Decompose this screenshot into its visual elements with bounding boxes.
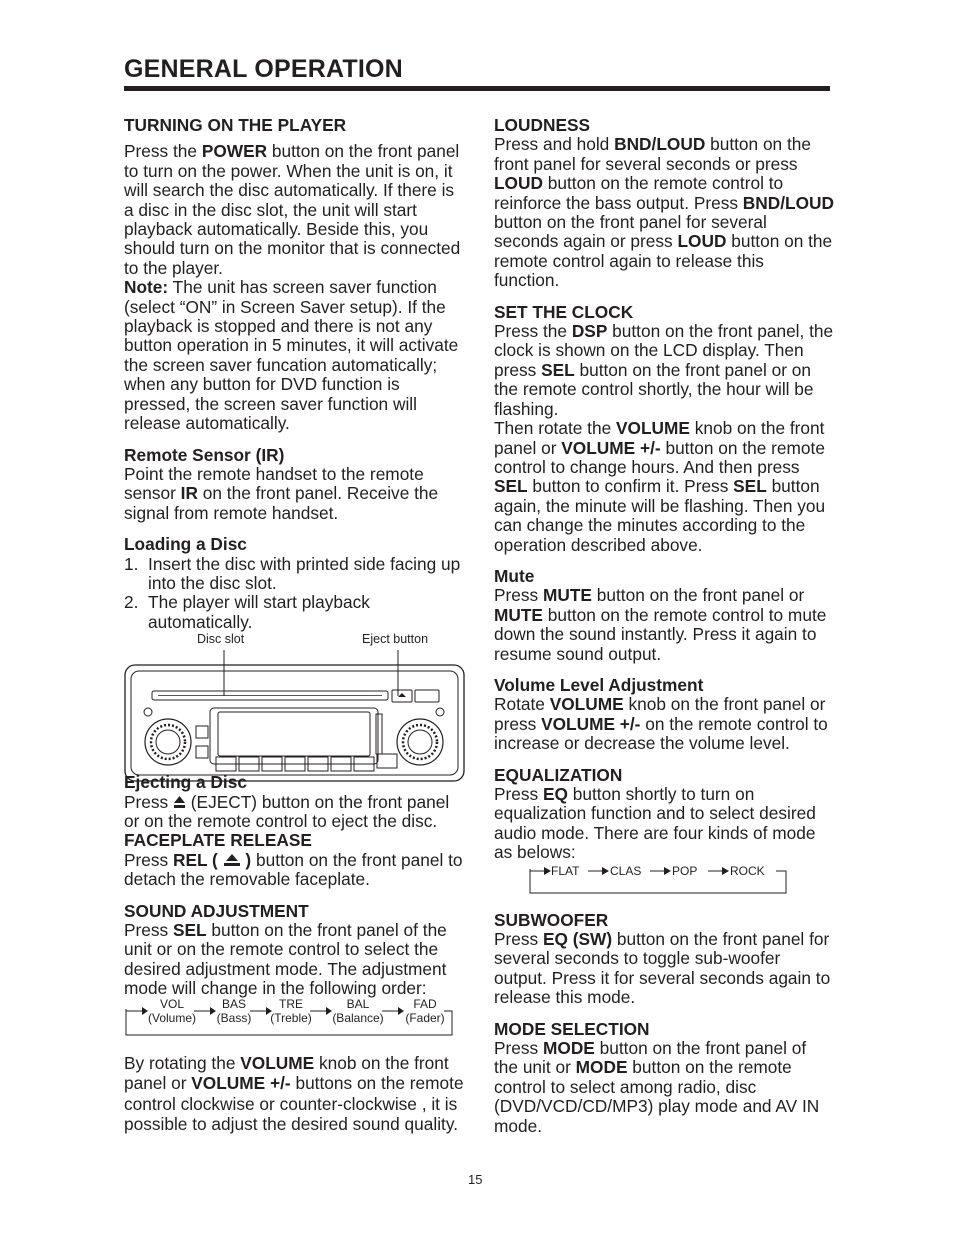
note-label: Note: [124,277,169,298]
bold-run: VOLUME [616,418,690,439]
bold-run: SEL [494,476,528,497]
loudness-text [494,135,834,290]
volume-heading: Volume Level Adjustment [494,674,704,695]
clock-text [494,322,834,419]
loading-heading: Loading a Disc [124,534,247,555]
bold-run: VOLUME +/- [541,713,641,734]
flow-abbr: BAS [221,996,246,1011]
flow-abbr: VOL [159,996,184,1011]
eject-icon [173,795,186,809]
remote-sensor-text [124,465,464,523]
bold-run: VOLUME +/- [191,1073,291,1094]
text-run: (EJECT) button on the front panel or on the remote control to eject the disc. [124,791,450,831]
text-run: button on the front panel for several seconds again or press [494,212,767,252]
subwoofer-section [494,911,834,1008]
rel-eject-icon [223,853,241,867]
turning-on-section [124,116,464,434]
eq-flow-item: POP [672,863,698,878]
bold-run: MODE [542,1038,595,1059]
left-column [124,116,464,1135]
list-item [124,593,464,632]
flow-item-vol [146,997,198,1025]
loudness-section [494,116,834,291]
volume-text [494,695,834,753]
eq-flow-item: ROCK [730,863,765,878]
text-run: The unit has screen saver function (select “ON” in Screen Saver setup). If the playback is stopped and there is not any button operation in 5 minutes, it will activate the screen saver funcation automatically; when any button for DVD function is pressed, the screen saver function will release automatically. [124,277,459,434]
volume-section [494,676,834,754]
bold-run: IR [180,483,198,504]
loading-section [124,535,464,777]
faceplate-illustration [124,632,464,777]
eject-button-label: Eject button [362,632,429,647]
bold-run: LOUD [677,231,727,252]
flow-full: (Bass) [216,1010,252,1025]
turning-on-heading: TURNING ON THE PLAYER [124,115,347,135]
bold-run: SEL [172,920,207,940]
remote-sensor-heading: Remote Sensor (IR) [124,444,285,465]
text-run: button on the front panel of the unit or [494,1038,807,1078]
bold-run: ) [240,849,252,870]
subwoofer-heading: SUBWOOFER [494,909,609,930]
text-run: button on the front panel for several seconds to toggle sub-woofer output. Press it for several seconds again to release this mode. [494,929,831,1008]
text-run: button on the remote control to select among radio, disc (DVD/VCD/CD/MP3) play mode and AV IN mode. [494,1057,820,1136]
text-run: By rotating the [124,1052,241,1073]
text-run: knob on the front panel or press [494,694,826,734]
flow-item-fad [402,997,448,1025]
right-column [494,116,834,1136]
bold-run: EQ (SW) [542,929,613,950]
flow-full: (Volume) [147,1010,197,1025]
flow-full: (Balance) [332,1010,384,1025]
sound-section [124,902,464,1135]
text-run: Press [494,784,543,804]
flow-abbr: FAD [413,996,437,1011]
text-run: buttons on the remote control clockwise or counter-clockwise , it is possible to adjust the desired sound quality. [124,1073,464,1135]
eq-heading: EQUALIZATION [494,764,623,785]
eq-text [494,785,834,863]
faceplate-heading: FACEPLATE RELEASE [124,830,312,851]
rel-button [415,690,439,702]
bold-run: DSP [571,321,608,342]
bold-run: VOLUME [549,694,624,715]
text-run: button on the front panel of the unit or on the remote control to select the desired adjustment mode. The adjustment mode will change in the following order: [124,920,447,999]
text-run: button on the remote control to change hours. And then press [494,437,825,477]
eq-flow-item: FLAT [551,863,580,878]
text-run: button on the remote control to mute down the sound instantly. Press it again to resume sound output. [494,604,827,664]
bold-run: VOLUME +/- [561,437,661,458]
note-text [124,278,464,433]
text-run: button on the front panel to detach the removable faceplate. [124,849,463,890]
bold-run: MUTE [542,585,592,606]
text-run: Point the remote handset to the remote sensor [124,463,424,504]
loading-steps [124,555,464,633]
text-run: button on the remote control to reinforce the bass output. Press [494,173,784,213]
text-run: knob on the front panel or [124,1052,449,1094]
ejecting-heading: Ejecting a Disc [124,772,247,793]
list-item [124,555,464,594]
bold-run: REL ( [172,849,218,870]
text-run: button shortly to turn on equalization function and to select desired audio mode. There are four kinds of mode as belows: [494,784,816,863]
text-run: button on the front panel or on the remote control shortly, the hour will be flashing. [494,359,814,419]
bold-run: SEL [733,476,767,497]
list-text: The player will start playback automatically. [148,592,370,632]
text-run: Press the [124,141,202,162]
text-run: Press [124,920,173,940]
mute-section [494,567,834,664]
lcd-display [218,712,370,756]
bold-run: POWER [201,141,268,162]
text-run: on the remote control to increase or decrease the volume level. [494,713,828,754]
eq-mode-flow [494,863,794,899]
sound-mode-flow [124,997,464,1043]
bold-run: BND/LOUD [614,134,706,155]
loudness-heading: LOUDNESS [494,115,591,135]
mute-text [494,586,834,664]
text-run: Press [124,849,173,870]
text-run: button on the front panel to turn on the power. When the unit is on, it will search the disc automatically. If there is a disc in the disc slot, the unit will start playback automatically. Beside this, you should turn on the monitor that is connected to the player. [124,141,461,278]
text-run: button again, the minute will be flashing. Then you can change the minutes according to the operation described above. [494,476,826,555]
title-rule [124,86,830,91]
mode-section [494,1020,834,1136]
flow-full: (Fader) [405,1010,445,1025]
flow-abbr: TRE [279,996,303,1011]
flow-abbr: BAL [346,996,370,1011]
bold-run: VOLUME [240,1052,315,1073]
clock-heading: SET THE CLOCK [494,301,634,322]
clock-section [494,303,834,555]
text-run: Then rotate the [494,418,617,439]
bold-run: BND/LOUD [742,192,834,213]
text-run: on the front panel. Receive the signal from remote handset. [124,483,439,523]
text-run: button on the front panel for several seconds or press [494,134,811,174]
list-number: 2. [124,592,139,613]
text-run: Press [494,585,543,606]
disc-slot-label: Disc slot [197,632,245,647]
text-run: button to confirm it. Press [527,476,734,497]
text-run: Rotate [494,694,550,715]
flow-item-tre [270,997,312,1025]
text-run: Press [494,929,543,950]
ejecting-text [124,793,464,832]
faceplate-text [124,851,464,890]
bold-run: EQ [542,784,568,804]
flow-item-bas [214,997,254,1025]
text-run: Press [124,791,173,812]
flow-item-bal [330,997,386,1025]
mute-heading: Mute [494,565,535,586]
text-run: Press [494,1038,543,1059]
sound-text [124,921,464,999]
mode-text [494,1039,834,1136]
sound-text-2 [124,1053,464,1135]
mode-heading: MODE SELECTION [494,1018,650,1039]
text-run: knob on the front panel or [494,418,825,458]
turning-on-text [124,142,464,278]
list-text: Insert the disc with printed side facing up into the disc slot. [148,553,461,593]
stereo-drawing [124,642,466,782]
faceplate-section [124,831,464,889]
text-run: button on the remote control again to release this function. [494,231,833,291]
page-number: 15 [468,1172,483,1187]
flow-full: (Treble) [270,1010,312,1025]
bold-run: SEL [541,359,575,380]
text-run: button on the front panel or [591,585,805,606]
eq-flow-item: CLAS [610,863,642,878]
eq-section [494,766,834,899]
page-title: GENERAL OPERATION [124,55,403,83]
remote-sensor-section [124,446,464,524]
clock-text-2 [494,419,834,555]
bold-run: MODE [575,1057,628,1078]
text-run: Press and hold [494,134,615,155]
subwoofer-text [494,930,834,1008]
text-run: button on the front panel, the clock is shown on the LCD display. Then press [494,321,834,380]
list-number: 1. [124,553,139,574]
text-run: Press the [494,321,572,342]
sound-heading: SOUND ADJUSTMENT [124,900,309,921]
bold-run: LOUD [494,173,543,194]
bold-run: MUTE [494,604,543,625]
